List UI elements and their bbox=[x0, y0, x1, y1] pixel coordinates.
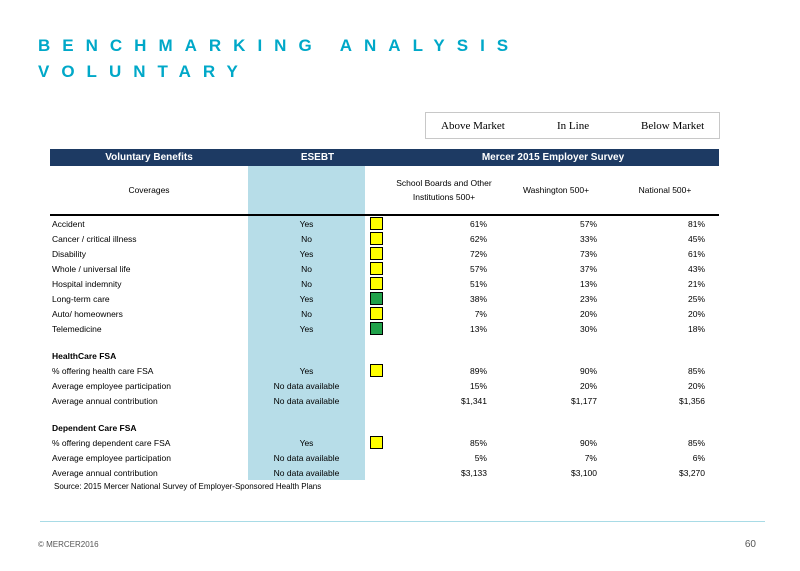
school-value: $1,341 bbox=[461, 395, 487, 406]
row-label: Long-term care bbox=[52, 293, 110, 304]
rating-cell bbox=[365, 363, 387, 378]
rating-indicator bbox=[370, 262, 383, 275]
rating-indicator bbox=[370, 232, 383, 245]
row-label: Average annual contribution bbox=[52, 395, 158, 406]
washington-value: 13% bbox=[579, 278, 597, 289]
legend-above: Above Market bbox=[441, 120, 505, 132]
row-label: % offering health care FSA bbox=[52, 365, 154, 376]
school-value: 72% bbox=[469, 248, 487, 259]
school-value: 13% bbox=[469, 323, 487, 334]
national-value: 20% bbox=[688, 308, 706, 319]
blank-cell bbox=[501, 348, 611, 363]
rating-indicator bbox=[370, 322, 383, 335]
national-value: 81% bbox=[688, 218, 706, 229]
rating-indicator bbox=[370, 292, 383, 305]
washington-value: 90% bbox=[579, 365, 597, 376]
rating-indicator bbox=[370, 436, 383, 449]
esebt-value: No bbox=[248, 306, 365, 321]
spacer-cell bbox=[50, 336, 248, 348]
esebt-value: Yes bbox=[248, 291, 365, 306]
blank-cell bbox=[611, 420, 719, 435]
blank-cell bbox=[387, 348, 501, 363]
washington-value: 23% bbox=[579, 293, 597, 304]
rating-cell bbox=[365, 465, 387, 480]
table-row bbox=[50, 215, 719, 231]
rating-cell bbox=[365, 231, 387, 246]
esebt-value: No data available bbox=[248, 450, 365, 465]
table-row bbox=[50, 291, 719, 306]
school-value: 7% bbox=[474, 308, 487, 319]
table-row bbox=[50, 231, 719, 246]
esebt-value: No data available bbox=[248, 465, 365, 480]
rating-cell bbox=[365, 378, 387, 393]
legend-inline: In Line bbox=[557, 120, 590, 132]
rating-cell bbox=[365, 291, 387, 306]
table-row bbox=[50, 246, 719, 261]
spacer-cell bbox=[248, 408, 365, 420]
national-value: 18% bbox=[688, 323, 706, 334]
washington-value: 20% bbox=[579, 308, 597, 319]
row-label: % offering dependent care FSA bbox=[52, 437, 171, 448]
blank-cell bbox=[611, 348, 719, 363]
table-row bbox=[50, 435, 719, 450]
spacer-row bbox=[50, 336, 719, 348]
national-value: 6% bbox=[692, 452, 706, 463]
table-header-row bbox=[50, 149, 719, 166]
row-label: Whole / universal life bbox=[52, 263, 131, 274]
subheader-national: National 500+ bbox=[611, 166, 719, 215]
national-value: 45% bbox=[688, 233, 706, 244]
title-line2: VOLUNTARY bbox=[38, 62, 250, 81]
spacer-cell bbox=[365, 408, 387, 420]
table-row bbox=[50, 465, 719, 480]
washington-value: 20% bbox=[579, 380, 597, 391]
national-value: 20% bbox=[688, 380, 706, 391]
esebt-value: Yes bbox=[248, 435, 365, 450]
blank-cell bbox=[387, 420, 501, 435]
subheader-washington: Washington 500+ bbox=[501, 166, 611, 215]
rating-indicator bbox=[370, 277, 383, 290]
washington-value: $3,100 bbox=[571, 467, 597, 478]
national-value: 21% bbox=[688, 278, 706, 289]
page-number: 60 bbox=[744, 539, 756, 550]
table-row bbox=[50, 261, 719, 276]
national-value: 61% bbox=[688, 248, 706, 259]
spacer-cell bbox=[501, 408, 611, 420]
title-line1: BENCHMARKING ANALYSIS bbox=[38, 36, 521, 55]
esebt-value: No bbox=[248, 261, 365, 276]
national-value: 85% bbox=[688, 437, 706, 448]
row-label: Average employee participation bbox=[52, 452, 171, 463]
esebt-value: Yes bbox=[248, 246, 365, 261]
rating-cell bbox=[365, 435, 387, 450]
rating-cell bbox=[365, 261, 387, 276]
esebt-value: No data available bbox=[248, 378, 365, 393]
rating-cell bbox=[365, 306, 387, 321]
blank-cell bbox=[248, 420, 365, 435]
table-row bbox=[50, 378, 719, 393]
row-label: Telemedicine bbox=[52, 323, 102, 334]
row-label: Average employee participation bbox=[52, 380, 171, 391]
national-value: 85% bbox=[688, 365, 706, 376]
table-subheader-row bbox=[50, 166, 719, 215]
washington-value: 33% bbox=[579, 233, 597, 244]
rating-cell bbox=[365, 215, 387, 231]
school-value: 61% bbox=[469, 218, 487, 229]
school-value: 51% bbox=[469, 278, 487, 289]
esebt-value: Yes bbox=[248, 363, 365, 378]
table-row bbox=[50, 393, 719, 408]
rating-cell bbox=[365, 321, 387, 336]
header-esebt: ESEBT bbox=[248, 149, 387, 166]
rating-cell bbox=[365, 276, 387, 291]
rating-indicator bbox=[370, 247, 383, 260]
blank-cell bbox=[365, 348, 387, 363]
rating-indicator bbox=[370, 307, 383, 320]
washington-value: $1,177 bbox=[571, 395, 597, 406]
national-value: 25% bbox=[688, 293, 706, 304]
national-value: $3,270 bbox=[679, 467, 706, 478]
header-mercer: Mercer 2015 Employer Survey bbox=[387, 149, 719, 166]
washington-value: 73% bbox=[579, 248, 597, 259]
school-value: 62% bbox=[469, 233, 487, 244]
esebt-value: Yes bbox=[248, 321, 365, 336]
group-heading: HealthCare FSA bbox=[52, 350, 117, 361]
subheader-esebt-blank bbox=[248, 166, 365, 215]
national-value: $1,356 bbox=[679, 395, 706, 406]
row-label: Hospital indemnity bbox=[52, 278, 122, 289]
rating-indicator bbox=[370, 364, 383, 377]
rating-cell bbox=[365, 393, 387, 408]
table-row bbox=[50, 276, 719, 291]
subheader-coverages: Coverages bbox=[50, 166, 248, 215]
table-row bbox=[50, 321, 719, 336]
school-value: 85% bbox=[469, 437, 487, 448]
rating-cell bbox=[365, 450, 387, 465]
subheader-school: School Boards and Other Institutions 500+ bbox=[387, 166, 501, 215]
spacer-cell bbox=[611, 336, 719, 348]
row-label: Cancer / critical illness bbox=[52, 233, 137, 244]
group-heading-row bbox=[50, 420, 719, 435]
spacer-cell bbox=[365, 336, 387, 348]
copyright: © MERCER2016 bbox=[38, 540, 99, 549]
school-value: 5% bbox=[474, 452, 487, 463]
row-label: Auto/ homeowners bbox=[52, 308, 123, 319]
esebt-value: No data available bbox=[248, 393, 365, 408]
header-benefits: Voluntary Benefits bbox=[50, 149, 248, 166]
row-label: Accident bbox=[52, 218, 85, 229]
national-value: 43% bbox=[688, 263, 706, 274]
group-heading: Dependent Care FSA bbox=[52, 422, 137, 433]
legend-below: Below Market bbox=[641, 120, 705, 132]
spacer-cell bbox=[387, 336, 501, 348]
blank-cell bbox=[501, 420, 611, 435]
row-label: Disability bbox=[52, 248, 87, 259]
school-value: $3,133 bbox=[461, 467, 487, 478]
row-label: Average annual contribution bbox=[52, 467, 158, 478]
market-legend bbox=[425, 112, 720, 139]
table-row bbox=[50, 306, 719, 321]
spacer-cell bbox=[50, 408, 248, 420]
spacer-cell bbox=[501, 336, 611, 348]
esebt-value: No bbox=[248, 276, 365, 291]
washington-value: 90% bbox=[579, 437, 597, 448]
spacer-cell bbox=[611, 408, 719, 420]
spacer-cell bbox=[248, 336, 365, 348]
blank-cell bbox=[248, 348, 365, 363]
school-value: 89% bbox=[469, 365, 487, 376]
washington-value: 57% bbox=[579, 218, 597, 229]
school-value: 38% bbox=[469, 293, 487, 304]
benchmark-table bbox=[50, 149, 719, 480]
rating-cell bbox=[365, 246, 387, 261]
source-note: Source: 2015 Mercer National Survey of Employer-Sponsored Health Plans bbox=[54, 482, 322, 491]
blank-cell bbox=[365, 420, 387, 435]
rating-indicator bbox=[370, 217, 383, 230]
esebt-value: Yes bbox=[248, 215, 365, 231]
washington-value: 37% bbox=[579, 263, 597, 274]
spacer-row bbox=[50, 408, 719, 420]
spacer-cell bbox=[387, 408, 501, 420]
table-row bbox=[50, 363, 719, 378]
group-heading-row bbox=[50, 348, 719, 363]
esebt-value: No bbox=[248, 231, 365, 246]
washington-value: 7% bbox=[584, 452, 597, 463]
school-value: 57% bbox=[469, 263, 487, 274]
table-row bbox=[50, 450, 719, 465]
subheader-rating-blank bbox=[365, 166, 387, 215]
footer-divider bbox=[40, 521, 765, 522]
school-value: 15% bbox=[469, 380, 487, 391]
washington-value: 30% bbox=[579, 323, 597, 334]
